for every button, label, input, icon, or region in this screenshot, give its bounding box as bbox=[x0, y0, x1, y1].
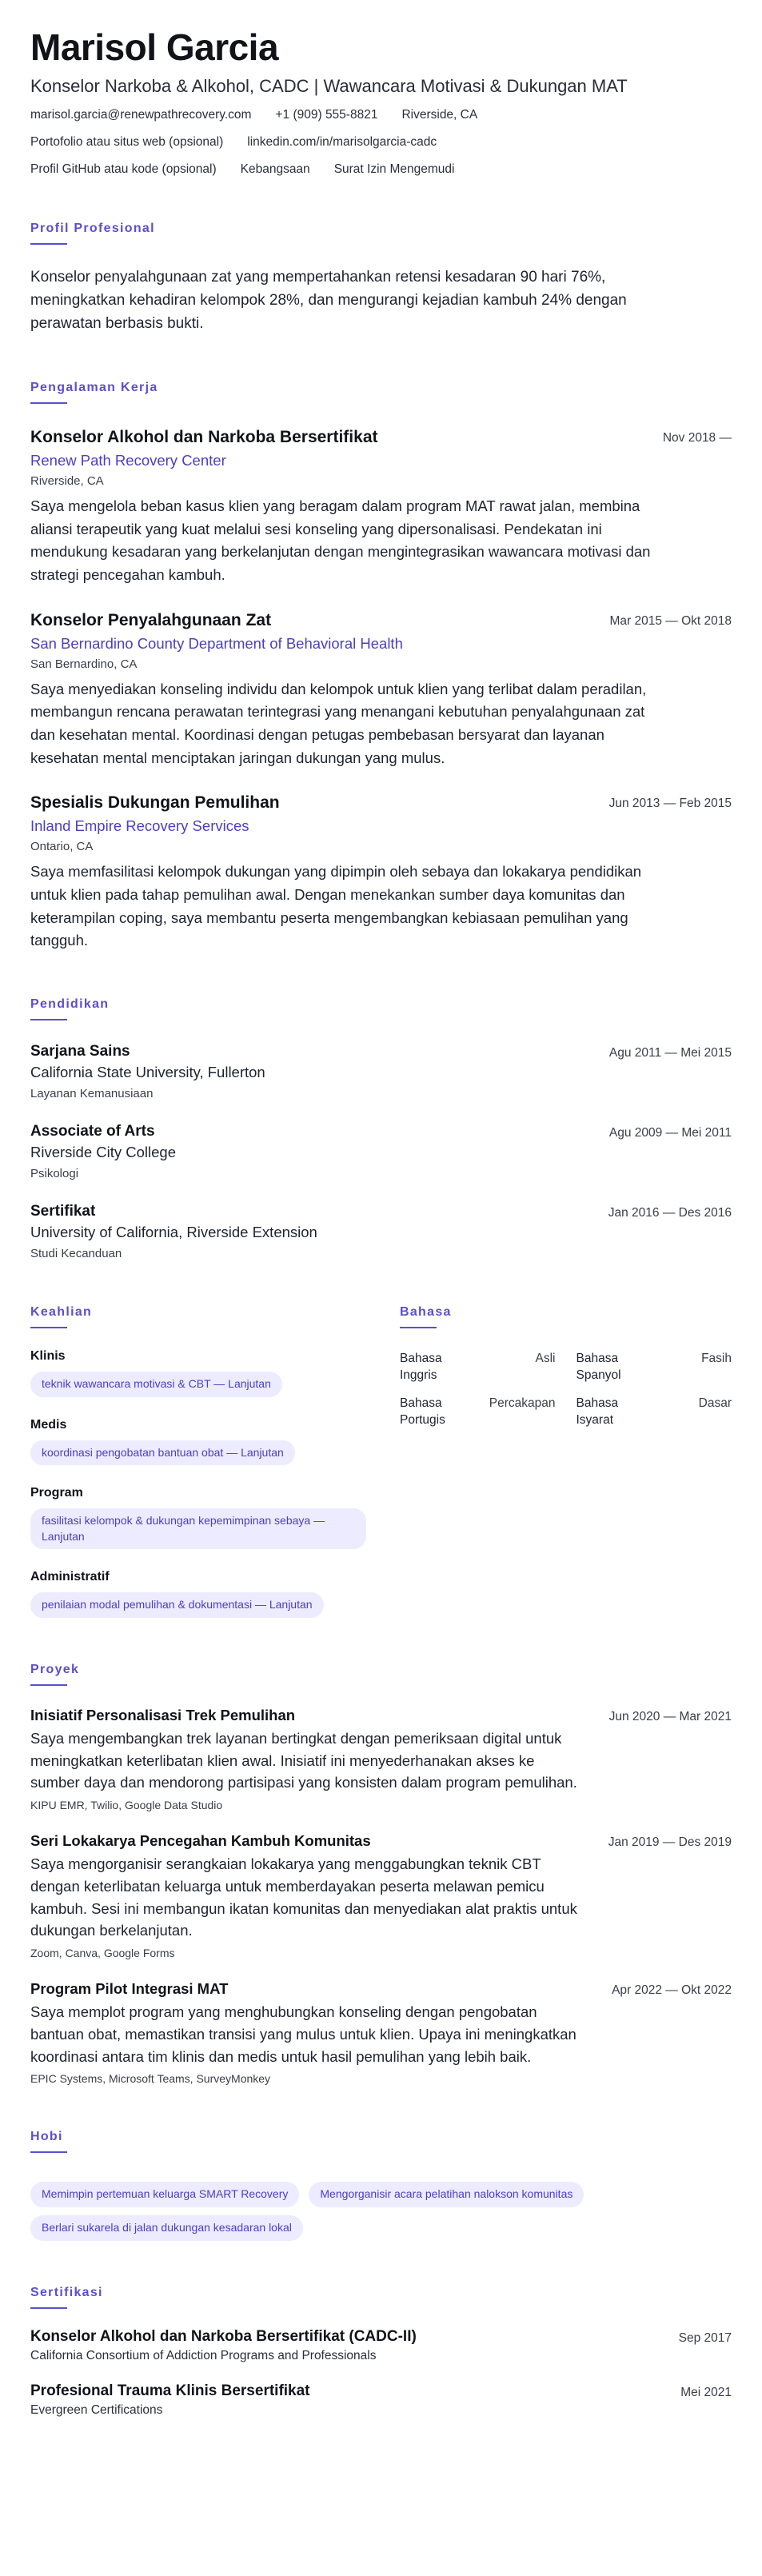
job-location: San Bernardino, CA bbox=[30, 657, 138, 671]
education-field: Layanan Kemanusiaan bbox=[30, 1086, 154, 1100]
project-description: Saya mengorganisir serangkaian lokakarya yang menggabungkan teknik CBT dengan keterlibatan keluarga untuk memberdayakan peserta melawan pemicu kambuh. Sesi ini membangun ikatan komunitas dan menyediakan alat praktis untuk dukungan berkelanjutan. bbox=[30, 1855, 577, 1939]
education-section bbox=[30, 997, 732, 1260]
contact-phone[interactable]: +1 (909) 555-8821 bbox=[275, 107, 378, 122]
certification-name: Profesional Trauma Klinis Bersertifikat bbox=[30, 2382, 310, 2399]
skill-chip: koordinasi pengobatan bantuan obat — Lanjutan bbox=[30, 1440, 295, 1466]
project-date: Jun 2020 — Mar 2021 bbox=[608, 1709, 732, 1723]
contact-row-links bbox=[30, 135, 732, 150]
skill-chip: penilaian modal pemulihan & dokumentasi — Lanjutan bbox=[30, 1592, 324, 1618]
language-name: Bahasa Spanyol bbox=[576, 1351, 621, 1382]
contact-row-extra bbox=[30, 162, 732, 177]
job-date: Jun 2013 — Feb 2015 bbox=[608, 797, 732, 811]
resume-header bbox=[30, 27, 732, 177]
education-field: Psikologi bbox=[30, 1166, 79, 1180]
languages-grid bbox=[400, 1351, 732, 1429]
skill-category: Program bbox=[30, 1486, 83, 1500]
job-entry bbox=[30, 611, 732, 770]
job-title: Konselor Alkohol dan Narkoba Bersertifikat bbox=[30, 427, 378, 446]
education-school: University of California, Riverside Extension bbox=[30, 1223, 317, 1240]
language-item bbox=[400, 1351, 556, 1384]
education-entry bbox=[30, 1123, 732, 1180]
section-title: Profil Profesional bbox=[30, 221, 155, 235]
contact-location: Riverside, CA bbox=[401, 107, 478, 122]
section-divider bbox=[30, 402, 67, 404]
language-name: Bahasa Inggris bbox=[400, 1351, 442, 1382]
job-date: Mar 2015 — Okt 2018 bbox=[609, 613, 732, 628]
project-entry bbox=[30, 1707, 732, 1811]
hobby-list bbox=[30, 2174, 694, 2240]
contact-linkedin[interactable]: linkedin.com/in/marisolgarcia-cadc bbox=[247, 134, 437, 149]
section-title: Sertifikasi bbox=[30, 2285, 103, 2299]
section-title: Proyek bbox=[30, 1662, 80, 1676]
certification-entry bbox=[30, 2328, 732, 2363]
project-tools: EPIC Systems, Microsoft Teams, SurveyMonkey bbox=[30, 2072, 271, 2086]
education-degree: Sarjana Sains bbox=[30, 1042, 130, 1060]
section-divider bbox=[30, 243, 67, 245]
skill-group bbox=[30, 1486, 400, 1549]
job-title: Spesialis Dukungan Pemulihan bbox=[30, 793, 280, 813]
skill-group bbox=[30, 1418, 400, 1466]
skill-group bbox=[30, 1349, 400, 1397]
project-title: Program Pilot Integrasi MAT bbox=[30, 1980, 229, 1998]
project-description: Saya memplot program yang menghubungkan konseling dengan pengobatan bantuan obat, memastikan transisi yang mulus untuk klien. Upaya ini meningkatkan koordinasi antara tim klinis dan medis untuk hasil pemulihan yang lebih baik. bbox=[30, 2003, 576, 2065]
education-school: Riverside City College bbox=[30, 1143, 176, 1160]
contact-license: Surat Izin Mengemudi bbox=[333, 162, 455, 176]
job-description: Saya memfasilitasi kelompok dukungan yang dipimpin oleh sebaya dan lokakarya pendidikan untuk klien pada tahap pemulihan awal. Dengan menekankan sumber daya komunitas dan keterampilan coping, saya membantu peserta mengembangkan kebiasaan pemulihan yang tangguh. bbox=[30, 863, 642, 949]
education-entry bbox=[30, 1043, 732, 1100]
project-tools: Zoom, Canva, Google Forms bbox=[30, 1947, 175, 1960]
certification-date: Mei 2021 bbox=[680, 2385, 732, 2399]
certification-entry bbox=[30, 2382, 732, 2418]
skills-languages-row bbox=[30, 1305, 732, 1618]
project-title: Inisiatif Personalisasi Trek Pemulihan bbox=[30, 1706, 296, 1723]
education-school: California State University, Fullerton bbox=[30, 1063, 265, 1080]
skill-chip: fasilitasi kelompok & dukungan kepemimpinan sebaya — Lanjutan bbox=[30, 1508, 366, 1549]
contact-row-primary bbox=[30, 108, 732, 122]
profile-section bbox=[30, 222, 732, 336]
hobby-chip: Memimpin pertemuan keluarga SMART Recovery bbox=[30, 2182, 299, 2207]
skill-category: Klinis bbox=[30, 1348, 66, 1363]
experience-section bbox=[30, 381, 732, 953]
skill-category: Administratif bbox=[30, 1570, 110, 1584]
certification-issuer: California Consortium of Addiction Programs and Professionals bbox=[30, 2348, 377, 2362]
profile-summary: Konselor penyalahgunaan zat yang mempertahankan retensi kesadaran 90 hari 76%, meningkatkan kehadiran kelompok 28%, dan mengurangi kejadian kambuh 24% dengan perawatan berbasis bukti. bbox=[30, 268, 627, 333]
contact-portfolio[interactable]: Portofolio atau situs web (opsional) bbox=[30, 134, 224, 149]
skill-group bbox=[30, 1570, 400, 1618]
section-title: Keahlian bbox=[30, 1304, 93, 1319]
section-divider bbox=[400, 1327, 437, 1328]
contact-nationality: Kebangsaan bbox=[240, 162, 310, 176]
section-divider bbox=[30, 1327, 67, 1328]
skill-category: Medis bbox=[30, 1417, 67, 1432]
hobby-chip: Mengorganisir acara pelatihan nalokson komunitas bbox=[309, 2182, 584, 2207]
language-name: Bahasa Portugis bbox=[400, 1396, 445, 1427]
hobbies-section bbox=[30, 2130, 732, 2240]
language-level: Fasih bbox=[701, 1351, 732, 1365]
language-item bbox=[400, 1396, 556, 1429]
contact-email[interactable]: marisol.garcia@renewpathrecovery.com bbox=[30, 107, 252, 122]
job-company: Renew Path Recovery Center bbox=[30, 451, 226, 469]
education-date: Agu 2011 — Mei 2015 bbox=[608, 1045, 732, 1060]
project-date: Apr 2022 — Okt 2022 bbox=[612, 1983, 732, 1998]
certification-date: Sep 2017 bbox=[678, 2330, 732, 2345]
candidate-name: Marisol Garcia bbox=[30, 26, 279, 68]
job-entry bbox=[30, 428, 732, 587]
education-entry bbox=[30, 1203, 732, 1260]
job-description: Saya mengelola beban kasus klien yang beragam dalam program MAT rawat jalan, membina aliansi terapeutik yang kuat melalui sesi konseling yang dipersonalisasi. Pendekatan ini mendukung kesadaran yang berkelanjutan dengan mengintegrasikan wawancara motivasi dan strategi pencegahan kambuh. bbox=[30, 497, 651, 583]
skills-section bbox=[30, 1305, 400, 1618]
certification-issuer: Evergreen Certifications bbox=[30, 2402, 163, 2417]
project-entry bbox=[30, 1980, 732, 2085]
job-title: Konselor Penyalahgunaan Zat bbox=[30, 610, 272, 629]
language-level: Percakapan bbox=[489, 1396, 556, 1410]
language-level: Dasar bbox=[698, 1396, 732, 1410]
contact-github[interactable]: Profil GitHub atau kode (opsional) bbox=[30, 162, 217, 176]
section-divider bbox=[30, 1019, 67, 1020]
project-tools: KIPU EMR, Twilio, Google Data Studio bbox=[30, 1799, 223, 1812]
section-divider bbox=[30, 2151, 67, 2153]
hobby-chip: Berlari sukarela di jalan dukungan kesadaran lokal bbox=[30, 2215, 303, 2241]
job-description: Saya menyediakan konseling individu dan kelompok untuk klien yang terlibat dalam peradilan, membangun rencana perawatan terintegrasi yang menangani kebutuhan penyalahgunaan zat dan kesehatan mental. Koordinasi dengan petugas pembebasan bersyarat dan layanan kesehatan mental menciptakan jaringan dukungan yang mulus. bbox=[30, 680, 647, 766]
job-date: Nov 2018 — bbox=[662, 430, 732, 445]
section-title: Bahasa bbox=[400, 1304, 452, 1319]
education-date: Agu 2009 — Mei 2011 bbox=[608, 1125, 732, 1140]
education-field: Studi Kecanduan bbox=[30, 1246, 122, 1260]
section-divider bbox=[30, 1684, 67, 1686]
skill-chip: teknik wawancara motivasi & CBT — Lanjutan bbox=[30, 1372, 282, 1397]
projects-section bbox=[30, 1663, 732, 2086]
education-degree: Associate of Arts bbox=[30, 1122, 155, 1140]
language-item bbox=[576, 1351, 732, 1384]
project-entry bbox=[30, 1832, 732, 1959]
section-divider bbox=[30, 2307, 67, 2309]
project-title: Seri Lokakarya Pencegahan Kambuh Komunitas bbox=[30, 1832, 371, 1850]
education-degree: Sertifikat bbox=[30, 1202, 96, 1220]
project-description: Saya mengembangkan trek layanan bertingkat dengan pemeriksaan digital untuk meningkatkan keterlibatan klien awal. Inisiatif ini menyederhanakan akses ke sumber daya dan mendorong partisipasi yang konsisten dalam program pemulihan. bbox=[30, 1729, 577, 1791]
language-item bbox=[576, 1396, 732, 1429]
project-date: Jan 2019 — Des 2019 bbox=[608, 1835, 732, 1850]
job-company: Inland Empire Recovery Services bbox=[30, 817, 249, 835]
language-level: Asli bbox=[535, 1351, 556, 1365]
certification-name: Konselor Alkohol dan Narkoba Bersertifikat (CADC-II) bbox=[30, 2327, 417, 2345]
languages-section bbox=[400, 1305, 732, 1618]
section-title: Pengalaman Kerja bbox=[30, 380, 158, 394]
job-location: Riverside, CA bbox=[30, 473, 104, 488]
section-title: Pendidikan bbox=[30, 996, 110, 1011]
job-company: San Bernardino County Department of Behavioral Health bbox=[30, 634, 403, 652]
certifications-section bbox=[30, 2286, 732, 2418]
job-entry bbox=[30, 793, 732, 953]
candidate-headline: Konselor Narkoba & Alkohol, CADC | Wawancara Motivasi & Dukungan MAT bbox=[30, 75, 628, 96]
section-title: Hobi bbox=[30, 2130, 63, 2144]
job-location: Ontario, CA bbox=[30, 840, 94, 854]
language-name: Bahasa Isyarat bbox=[576, 1396, 619, 1427]
education-date: Jan 2016 — Des 2016 bbox=[608, 1205, 732, 1220]
